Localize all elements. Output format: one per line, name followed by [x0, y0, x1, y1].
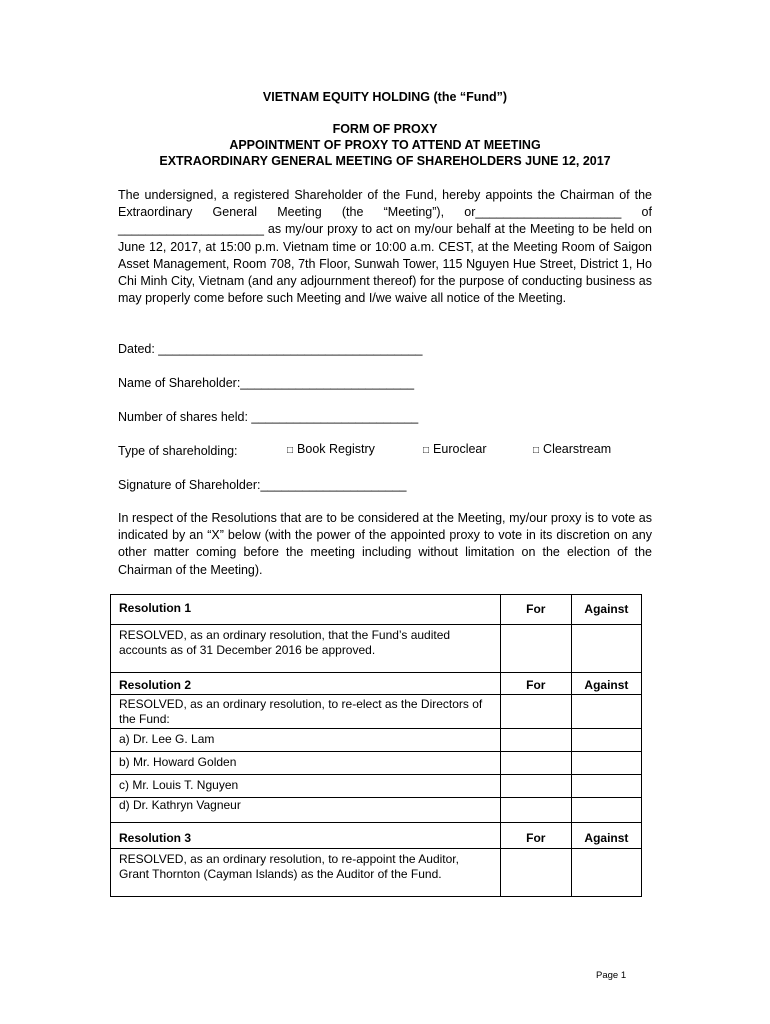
resolution-3-text: RESOLVED, as an ordinary resolution, to re-appoint the Auditor, Grant Thornton (Cayman Islands) as the Auditor of the Fund.: [111, 849, 501, 897]
form-subtitle: APPOINTMENT OF PROXY TO ATTEND AT MEETING: [229, 138, 541, 152]
page-number: Page 1: [596, 970, 627, 981]
resolution-1-against-cell[interactable]: [571, 625, 641, 673]
shares-held-field[interactable]: Number of shares held: ________________________: [118, 410, 419, 424]
resolution-1-row: [111, 625, 642, 673]
resolution-3-against-cell[interactable]: [571, 849, 641, 897]
meeting-title: EXTRAORDINARY GENERAL MEETING OF SHAREHOLDERS JUNE 12, 2017: [159, 154, 611, 168]
resolution-3-title: Resolution 3: [111, 823, 501, 849]
resolution-3-row: [111, 849, 642, 897]
shareholding-type-label: Type of shareholding:: [118, 444, 238, 458]
form-title: FORM OF PROXY: [332, 122, 438, 136]
resolution-3-header-row: [111, 823, 642, 849]
resolution-1-text: RESOLVED, as an ordinary resolution, that the Fund’s audited accounts as of 31 December 2016 be approved.: [111, 625, 501, 673]
director-d: d) Dr. Kathryn Vagneur: [111, 798, 501, 823]
resolutions-intro: In respect of the Resolutions that are to be considered at the Meeting, my/our proxy is to vote as indicated by an “X” below (with the power of the appointed proxy to vote in its discretion on any other matter coming before the meeting including without limitation on the election of the Chairman of the Meeting).: [118, 511, 652, 577]
resolution-2-header-row: [111, 673, 642, 695]
option-clearstream[interactable]: [533, 441, 611, 459]
director-a-against-cell[interactable]: [571, 729, 641, 752]
checkbox-icon[interactable]: □: [533, 445, 540, 456]
resolution-3-for-header: For: [500, 823, 571, 849]
resolution-1-against-header: Against: [571, 595, 641, 625]
director-c-against-cell[interactable]: [571, 775, 641, 798]
resolution-2-title: Resolution 2: [111, 673, 501, 695]
resolution-2-for-cell[interactable]: [500, 695, 571, 729]
director-row: [111, 729, 642, 752]
director-a-for-cell[interactable]: [500, 729, 571, 752]
dated-field[interactable]: Dated: ______________________________________: [118, 342, 423, 356]
director-c-for-cell[interactable]: [500, 775, 571, 798]
director-b-for-cell[interactable]: [500, 752, 571, 775]
fund-title: VIETNAM EQUITY HOLDING (the “Fund”): [262, 90, 508, 104]
resolution-2-for-header: For: [500, 673, 571, 695]
signature-field[interactable]: Signature of Shareholder:_____________________: [118, 478, 407, 492]
director-row: [111, 752, 642, 775]
checkbox-icon[interactable]: □: [423, 445, 430, 456]
director-b: b) Mr. Howard Golden: [111, 752, 501, 775]
shareholder-name-field[interactable]: Name of Shareholder:_________________________: [118, 376, 415, 390]
resolution-3-for-cell[interactable]: [500, 849, 571, 897]
director-c: c) Mr. Louis T. Nguyen: [111, 775, 501, 798]
director-row: [111, 775, 642, 798]
director-b-against-cell[interactable]: [571, 752, 641, 775]
director-row: [111, 798, 642, 823]
director-d-for-cell[interactable]: [500, 798, 571, 823]
resolution-2-text-row: [111, 695, 642, 729]
director-d-against-cell[interactable]: [571, 798, 641, 823]
intro-paragraph: The undersigned, a registered Shareholder of the Fund, hereby appoints the Chairman of the Extraordinary General Meeting (the “Meeting”), or_____________________ of _____________________ as my/our proxy to act on my/our behalf at the Meeting to be held on June 12, 2017, at 15:00 p.m. Vietnam time or 10:00 a.m. CEST, at the Meeting Room of Saigon Asset Management, Room 708, 7th Floor, Sunwah Tower, 115 Nguyen Hue Street, District 1, Ho Chi Minh City, Vietnam (and any adjournment thereof) for the purpose of conducting business as may properly come before such Meeting and I/we waive all notice of the Meeting.: [118, 188, 652, 306]
director-a: a) Dr. Lee G. Lam: [111, 729, 501, 752]
resolution-1-header-row: [111, 595, 642, 625]
option-euroclear[interactable]: [423, 441, 487, 459]
resolution-1-for-cell[interactable]: [500, 625, 571, 673]
option-euroclear-label: Euroclear: [433, 442, 487, 456]
resolutions-table: [110, 594, 642, 897]
option-book-registry-label: Book Registry: [297, 442, 375, 456]
resolution-2-against-cell[interactable]: [571, 695, 641, 729]
checkbox-icon[interactable]: □: [287, 445, 294, 456]
resolution-2-text: RESOLVED, as an ordinary resolution, to re-elect as the Directors of the Fund:: [111, 695, 501, 729]
resolution-1-title: Resolution 1: [111, 595, 501, 625]
resolution-1-for-header: For: [500, 595, 571, 625]
option-clearstream-label: Clearstream: [543, 442, 612, 456]
resolution-2-against-header: Against: [571, 673, 641, 695]
resolution-3-against-header: Against: [571, 823, 641, 849]
option-book-registry[interactable]: [287, 441, 375, 459]
